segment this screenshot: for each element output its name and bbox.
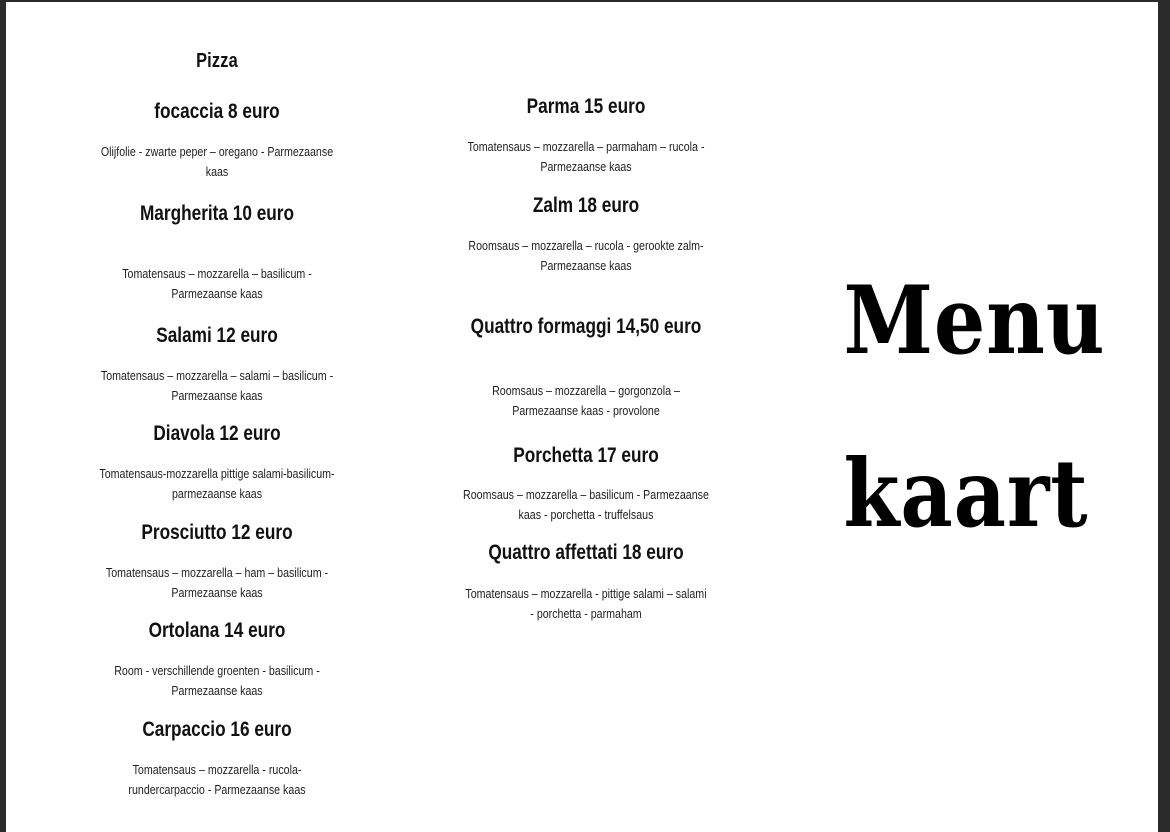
menu-item-description: Roomsaus – mozzarella – basilicum - Parmezaanse kaas - porchetta - truffelsaus bbox=[463, 487, 709, 522]
menu-page bbox=[6, 2, 1158, 832]
menu-item-name: Diavola 12 euro bbox=[153, 422, 281, 445]
menu-item-description: Tomatensaus – mozzarella – basilicum - Parmezaanse kaas bbox=[122, 266, 312, 301]
menu-item-name: Quattro affettati 18 euro bbox=[488, 541, 684, 564]
menu-item-description: Tomatensaus – mozzarella – ham – basilicum - Parmezaanse kaas bbox=[105, 565, 329, 600]
menu-item-name: Salami 12 euro bbox=[156, 324, 278, 347]
menu-item-name: Margherita 10 euro bbox=[139, 202, 295, 225]
menu-title-line1: Menu bbox=[843, 266, 1106, 376]
menu-item-name: focaccia 8 euro bbox=[154, 100, 280, 123]
menu-item-description: Olijfolie - zwarte peper – oregano - Parmezaanse kaas bbox=[100, 144, 334, 179]
section-title: Pizza bbox=[196, 50, 238, 72]
menu-item-description: Roomsaus – mozzarella – rucola - gerookte zalm- Parmezaanse kaas bbox=[468, 238, 704, 273]
menu-item-description: Tomatensaus – mozzarella - rucola- rundercarpaccio - Parmezaanse kaas bbox=[128, 762, 306, 797]
menu-item-description: Tomatensaus – mozzarella – parmaham – rucola - Parmezaanse kaas bbox=[467, 139, 705, 174]
window-edge bbox=[1158, 0, 1170, 832]
menu-item-description: Room - verschillende groenten - basilicum - Parmezaanse kaas bbox=[114, 663, 320, 698]
menu-item-description: Roomsaus – mozzarella – gorgonzola – Parmezaanse kaas - provolone bbox=[492, 383, 680, 418]
menu-item-name: Porchetta 17 euro bbox=[513, 444, 659, 467]
menu-item-name: Zalm 18 euro bbox=[532, 194, 640, 217]
menu-item-name: Quattro formaggi 14,50 euro bbox=[470, 315, 702, 338]
menu-item-name: Parma 15 euro bbox=[526, 95, 646, 118]
menu-item-name: Carpaccio 16 euro bbox=[142, 718, 292, 741]
menu-item-description: Tomatensaus-mozzarella pittige salami-basilicum-parmezaanse kaas bbox=[99, 466, 335, 501]
menu-title-line2: kaart bbox=[843, 439, 1089, 549]
menu-item-description: Tomatensaus – mozzarella - pittige salami – salami - porchetta - parmaham bbox=[465, 586, 707, 621]
menu-item-description: Tomatensaus – mozzarella – salami – basilicum - Parmezaanse kaas bbox=[100, 368, 334, 403]
menu-item-name: Ortolana 14 euro bbox=[148, 619, 286, 642]
menu-item-name: Prosciutto 12 euro bbox=[141, 521, 293, 544]
